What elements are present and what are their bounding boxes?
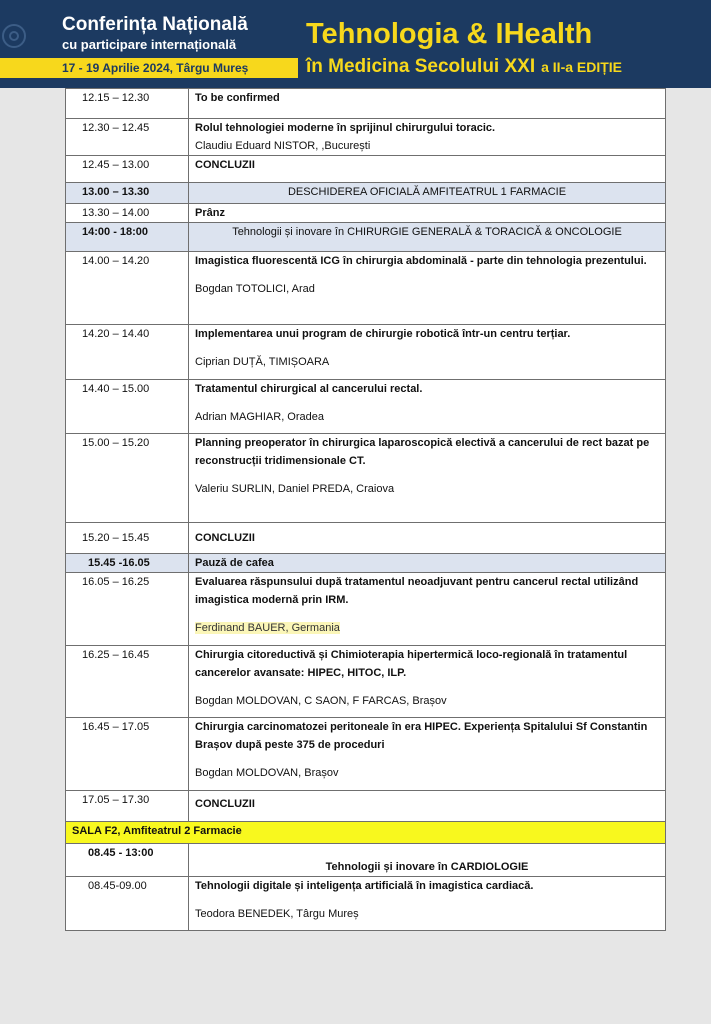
session-cell <box>189 119 666 156</box>
session-title: Tratamentul chirurgical al cancerului rectal. <box>195 383 423 395</box>
schedule-row <box>66 646 666 718</box>
session-title: Tehnologii și inovare în CARDIOLOGIE <box>189 844 666 877</box>
session-cell <box>189 434 666 523</box>
speaker: Adrian MAGHIAR, Oradea <box>195 411 324 423</box>
time-cell: 08.45-09.00 <box>66 877 189 931</box>
time-cell: 08.45 - 13:00 <box>66 844 189 877</box>
session-title: Imagistica fluorescentă ICG în chirurgia abdominală - parte din tehnologia prezentului. <box>195 255 647 267</box>
session-title: Tehnologii digitale și inteligența artificială în imagistica cardiacă. <box>195 880 534 892</box>
session-title: Chirurgia carcinomatozei peritoneale în era HIPEC. Experiența Spitalului Sf Constantin Brașov după peste 375 de proceduri <box>195 721 648 751</box>
session-cell <box>189 646 666 718</box>
conference-title-line2 <box>306 56 622 78</box>
time-cell: 16.05 – 16.25 <box>66 573 189 646</box>
conference-title: Tehnologia & IHealth <box>306 18 593 50</box>
schedule-row-highlight <box>66 223 666 252</box>
speaker: Bogdan MOLDOVAN, Brașov <box>195 767 339 779</box>
speaker: Bogdan MOLDOVAN, C SAON, F FARCAS, Brașov <box>195 695 447 707</box>
edition-label: a II-a EDIȚIE <box>541 59 623 75</box>
schedule-row <box>66 718 666 791</box>
room-title: SALA F2, Amfiteatrul 2 Farmacie <box>66 822 666 844</box>
schedule-row <box>66 89 666 119</box>
schedule-row <box>66 573 666 646</box>
speaker: Ciprian DUȚĂ, TIMIȘOARA <box>195 356 330 368</box>
schedule-row <box>66 791 666 822</box>
speaker: Teodora BENEDEK, Târgu Mureș <box>195 908 359 920</box>
schedule-row <box>66 523 666 554</box>
schedule-row <box>66 252 666 325</box>
schedule-row <box>66 325 666 380</box>
time-cell: 13.00 – 13.30 <box>66 183 189 204</box>
schedule-table <box>65 88 666 931</box>
session-title: To be confirmed <box>189 89 666 119</box>
schedule-row <box>66 844 666 877</box>
session-cell <box>189 573 666 646</box>
speaker: Valeriu SURLIN, Daniel PREDA, Craiova <box>195 483 395 495</box>
schedule-row <box>66 119 666 156</box>
session-title: Evaluarea răspunsului după tratamentul neoadjuvant pentru cancerul rectal utilizând imagistica modernă prin IRM. <box>195 576 639 606</box>
time-cell: 15.20 – 15.45 <box>66 523 189 554</box>
speaker <box>195 619 659 637</box>
decorative-circle-icon <box>2 24 26 48</box>
session-title: Implementarea unui program de chirurgie robotică într-un centru terțiar. <box>195 328 571 340</box>
session-title: DESCHIDEREA OFICIALĂ AMFITEATRUL 1 FARMACIE <box>189 183 666 204</box>
schedule-row-highlight <box>66 183 666 204</box>
speaker: Claudiu Eduard NISTOR, ,București <box>195 140 371 152</box>
schedule-row <box>66 380 666 434</box>
session-cell <box>189 718 666 791</box>
session-cell <box>189 877 666 931</box>
title-line2-text: în Medicina Secolului XXI <box>306 56 536 77</box>
conference-name: Conferința Națională <box>62 14 248 35</box>
schedule-row <box>66 204 666 223</box>
time-cell: 16.25 – 16.45 <box>66 646 189 718</box>
session-title: Tehnologii și inovare în CHIRURGIE GENERALĂ & TORACICĂ & ONCOLOGIE <box>189 223 666 252</box>
conference-dates: 17 - 19 Aprilie 2024, Târgu Mureș <box>0 58 298 78</box>
time-cell: 17.05 – 17.30 <box>66 791 189 822</box>
session-title: Pauză de cafea <box>189 554 666 573</box>
time-cell: 14.00 – 14.20 <box>66 252 189 325</box>
session-title: Rolul tehnologiei moderne în sprijinul chirurgului toracic. <box>195 122 496 134</box>
time-cell: 14.40 – 15.00 <box>66 380 189 434</box>
time-cell: 16.45 – 17.05 <box>66 718 189 791</box>
conference-banner <box>0 0 711 88</box>
session-title: Prânz <box>189 204 666 223</box>
conference-subtitle: cu participare internațională <box>62 37 237 52</box>
time-cell: 12.45 – 13.00 <box>66 156 189 183</box>
time-cell: 14.20 – 14.40 <box>66 325 189 380</box>
schedule-row <box>66 434 666 523</box>
time-cell: 15.45 -16.05 <box>66 554 189 573</box>
session-title: CONCLUZII <box>189 523 666 554</box>
speaker: Bogdan TOTOLICI, Arad <box>195 283 315 295</box>
speaker-highlighted: Ferdinand BAUER, Germania <box>195 622 340 634</box>
room-header-row <box>66 822 666 844</box>
session-title: Planning preoperator în chirurgica laparoscopică electivă a cancerului de rect bazat pe reconstrucții tridimensionale CT. <box>195 437 650 467</box>
session-cell <box>189 380 666 434</box>
session-cell <box>189 252 666 325</box>
session-title: CONCLUZII <box>189 156 666 183</box>
schedule-row <box>66 156 666 183</box>
schedule-row-highlight <box>66 554 666 573</box>
time-cell: 14:00 - 18:00 <box>66 223 189 252</box>
session-title: Chirurgia citoreductivă și Chimioterapia hipertermică loco-regională în tratamentul cancerelor avansate: HIPEC, HITOC, ILP. <box>195 649 628 679</box>
session-title: CONCLUZII <box>189 791 666 822</box>
time-cell: 13.30 – 14.00 <box>66 204 189 223</box>
time-cell: 15.00 – 15.20 <box>66 434 189 523</box>
session-cell <box>189 325 666 380</box>
time-cell: 12.30 – 12.45 <box>66 119 189 156</box>
schedule-row <box>66 877 666 931</box>
time-cell: 12.15 – 12.30 <box>66 89 189 119</box>
